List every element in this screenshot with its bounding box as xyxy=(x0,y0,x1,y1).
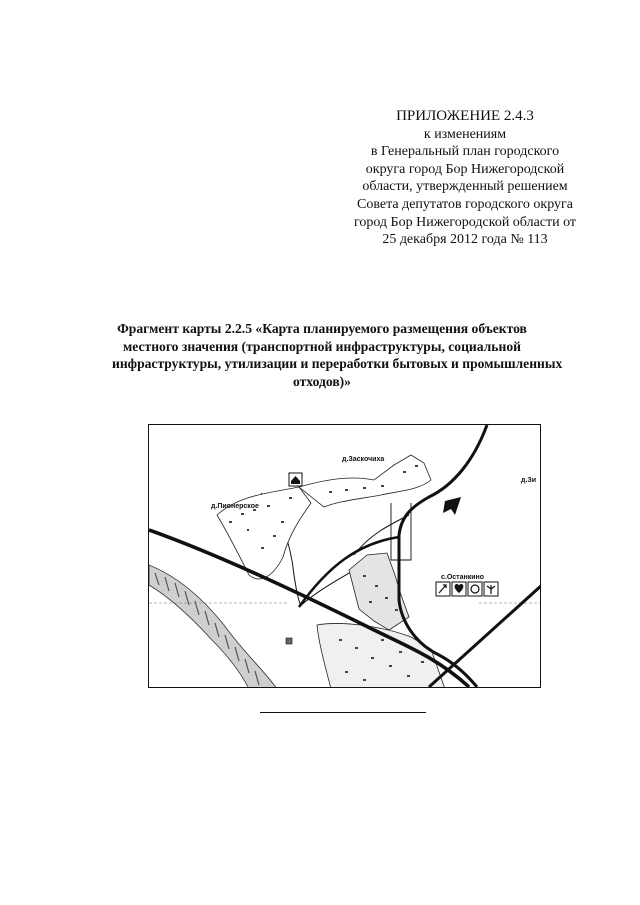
appendix-title: ПРИЛОЖЕНИЕ 2.4.3 xyxy=(396,108,534,124)
caption-line: Фрагмент карты 2.2.5 «Карта планируемого размещения объектов xyxy=(117,321,527,336)
appendix-line: город Бор Нижегородской области от xyxy=(353,214,577,230)
arrow-marker xyxy=(443,497,461,515)
place-label-ostankino: с.Останкино xyxy=(441,574,485,581)
heart-icon xyxy=(452,582,466,596)
appendix-line: в Генеральный план городского xyxy=(370,144,560,160)
appendix-line: Совета депутатов городского округа xyxy=(357,196,573,212)
caption-line: местного значения (транспортной инфраструктуры, социальной xyxy=(123,338,521,354)
antenna-icon xyxy=(484,582,498,596)
caption-line: отходов)» xyxy=(293,373,351,389)
arrow-icon xyxy=(436,582,450,596)
home-icon xyxy=(289,473,302,486)
icons-ostankino xyxy=(436,582,498,596)
appendix-header xyxy=(330,108,600,249)
sports-icon xyxy=(468,582,482,596)
signature-rule xyxy=(260,712,426,713)
object-marker xyxy=(286,638,292,644)
appendix-line: к изменениям xyxy=(423,126,507,142)
caption-line: инфраструктуры, утилизации и переработки бытовых и промышленных xyxy=(112,356,563,371)
place-label-zaskochikha: д.Заскочиха xyxy=(342,456,385,463)
river-bank xyxy=(149,565,277,688)
place-label-pionerskoe: д.Пионерское xyxy=(211,503,259,510)
map-canvas xyxy=(149,425,541,688)
place-label-zim: д.Зи xyxy=(521,477,537,484)
map-fragment xyxy=(148,424,541,688)
settlement-pionerskoe xyxy=(217,487,311,579)
highway xyxy=(429,585,541,687)
appendix-line: 25 декабря 2012 года № 113 xyxy=(382,232,548,248)
appendix-line: области, утвержденный решением xyxy=(362,179,568,195)
map-caption xyxy=(112,320,563,390)
appendix-line: округа город Бор Нижегородской xyxy=(365,161,565,177)
